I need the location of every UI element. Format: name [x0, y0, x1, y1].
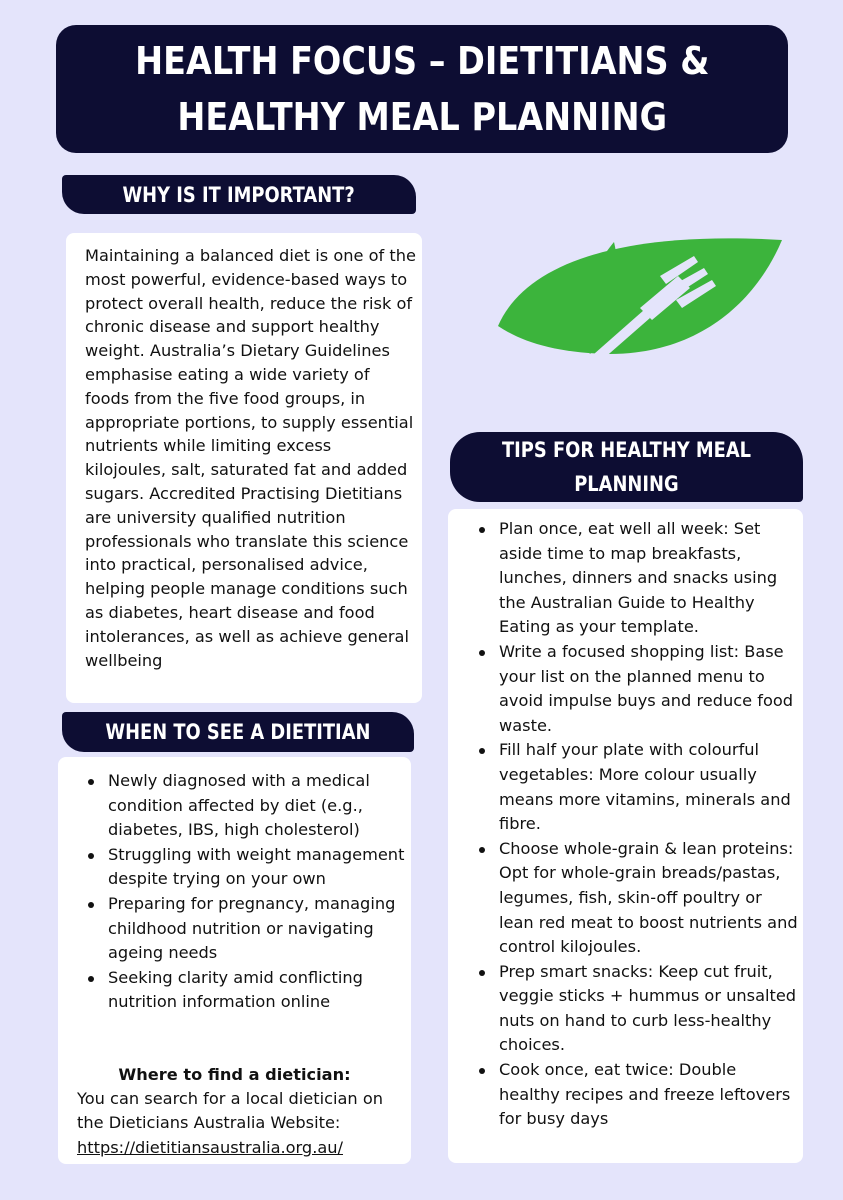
list-item: Struggling with weight management despite trying on your own	[108, 843, 408, 892]
list-item: Seeking clarity amid conflicting nutrition information online	[108, 966, 408, 1015]
tips-heading	[450, 432, 803, 502]
list-item: Choose whole-grain & lean proteins: Opt for whole-grain breads/pastas, legumes, fish, skin-off poultry or lean red meat to boost nutrients and control kilojoules.	[499, 837, 799, 960]
why-important-heading	[62, 175, 416, 214]
list-item: Prep smart snacks: Keep cut fruit, veggie sticks + hummus or unsalted nuts on hand to curb less-healthy choices.	[499, 960, 799, 1058]
when-to-see-list	[108, 769, 408, 1015]
leaf-fork-icon	[494, 226, 784, 362]
list-item: Write a focused shopping list: Base your list on the planned menu to avoid impulse buys and reduce food waste.	[499, 640, 799, 738]
why-important-heading-text: WHY IS IT IMPORTANT?	[122, 182, 356, 207]
dietitians-australia-link[interactable]: https://dietitiansaustralia.org.au/	[77, 1137, 343, 1157]
title-banner	[56, 25, 788, 153]
list-item: Fill half your plate with colourful vegetables: More colour usually means more vitamins, minerals and fibre.	[499, 738, 799, 836]
page-title-line-2: HEALTHY MEAL PLANNING	[177, 95, 667, 139]
tips-heading-line-1: TIPS FOR HEALTHY MEAL	[501, 438, 752, 462]
list-item: Preparing for pregnancy, managing childhood nutrition or navigating ageing needs	[108, 892, 408, 966]
list-item: Plan once, eat well all week: Set aside time to map breakfasts, lunches, dinners and snacks using the Australian Guide to Healthy Eating as your template.	[499, 517, 799, 640]
find-dietician-text	[77, 1087, 407, 1160]
list-item: Newly diagnosed with a medical condition affected by diet (e.g., diabetes, IBS, high cholesterol)	[108, 769, 408, 843]
find-dietician-title: Where to find a dietician:	[118, 1065, 351, 1084]
tips-card	[448, 509, 803, 1163]
list-item: Cook once, eat twice: Double healthy recipes and freeze leftovers for busy days	[499, 1058, 799, 1132]
when-to-see-card	[58, 757, 411, 1164]
when-to-see-heading-text: WHEN TO SEE A DIETITIAN	[105, 720, 371, 744]
page-title-line-1: HEALTH FOCUS – DIETITIANS &	[134, 39, 710, 83]
tips-heading-line-2: PLANNING	[574, 472, 679, 496]
tips-list	[499, 517, 799, 1132]
find-dietician-description: You can search for a local dietician on the Dieticians Australia Website:	[77, 1089, 383, 1133]
when-to-see-heading	[62, 712, 414, 752]
why-important-body: Maintaining a balanced diet is one of the most powerful, evidence-based ways to protect overall health, reduce the risk of chronic disease and support healthy weight. Australia’s Dietary Guidelines emphasise eating a wide variety of foods from the five food groups, in appropriate portions, to supply essential nutrients while limiting excess kilojoules, salt, saturated fat and added sugars. Accredited Practising Dietitians are university qualified nutrition professionals who translate this science into practical, personalised advice, helping people manage conditions such as diabetes, heart disease and food intolerances, as well as achieve general wellbeing	[85, 246, 416, 670]
why-important-card	[66, 233, 422, 703]
